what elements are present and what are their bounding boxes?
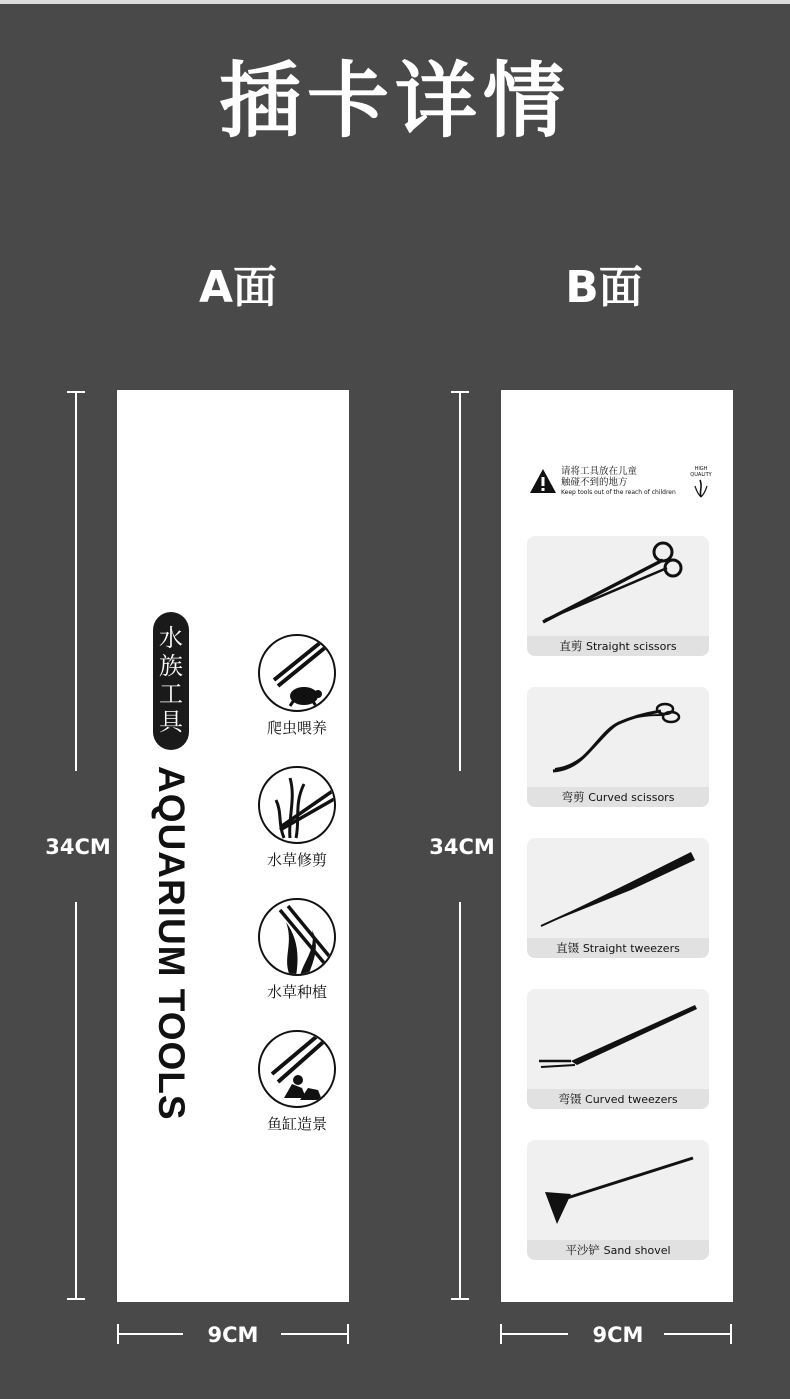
child-safety-warning [561,466,676,497]
warning-line: 触碰不到的地方 [561,477,628,488]
tool-name-en: Sand shovel [603,1244,671,1257]
sand-shovel-icon [527,1140,709,1240]
aquascaping-icon [258,1030,336,1108]
side-b-width-label: 9CM [592,1323,644,1347]
plant-planting-icon [258,898,336,976]
tool-label [527,636,709,656]
tool-curved-scissors [527,687,709,807]
aquarium-tools-title: AQUARIUM TOOLS [151,766,192,1121]
side-a-width-label: 9CM [207,1323,259,1347]
use-label: 水草种植 [266,983,327,1001]
tool-straight-tweezers [527,838,709,958]
use-label: 爬虫喂养 [266,719,327,737]
tool-straight-scissors [527,536,709,656]
side-b-height-label: 34CM [429,835,495,859]
quality-text: QUALITY [690,472,712,478]
warning-icon [529,468,557,494]
warning-line: 请将工具放在儿童 [561,466,638,477]
tool-name-cn: 直剪 [559,639,583,653]
use-plant-trimming [253,766,341,870]
badge-char: 具 [159,708,183,736]
tool-label [527,938,709,958]
tool-name-cn: 弯镊 [558,1092,582,1106]
side-b-title: B面 [565,262,643,313]
tool-name-en: Straight tweezers [582,942,680,955]
straight-tweezers-icon [527,838,709,938]
use-aquascaping [253,1030,341,1134]
reptile-feeding-icon [258,634,336,712]
use-label: 水草修剪 [266,851,327,869]
aquarium-tools-badge [153,612,189,750]
plant-trimming-icon [258,766,336,844]
tool-name-en: Curved tweezers [585,1093,678,1106]
plant-logo-icon [694,478,708,498]
use-reptile-feeding [253,634,341,738]
curved-tweezers-icon [527,989,709,1089]
high-quality-badge [687,466,715,502]
straight-scissors-icon [527,536,709,636]
tool-label [527,1089,709,1109]
tool-curved-tweezers [527,989,709,1109]
top-border [0,0,790,4]
tool-sand-shovel [527,1140,709,1260]
tool-name-cn: 弯剪 [561,790,585,804]
tool-name-cn: 平沙铲 [565,1243,600,1257]
page-title: 插卡详情 [218,54,571,149]
tool-name-en: Curved scissors [588,791,675,804]
badge-char: 族 [159,652,183,680]
tool-label [527,787,709,807]
side-a-title: A面 [198,262,278,313]
warning-line-en: Keep tools out of the reach of children [561,489,676,496]
tool-name-cn: 直镊 [556,941,580,955]
quality-text: HIGH [694,466,708,472]
use-label: 鱼缸造景 [266,1115,327,1133]
use-plant-planting [253,898,341,1002]
badge-char: 水 [159,624,183,652]
curved-scissors-icon [527,687,709,787]
card-side-a [117,390,349,1302]
card-side-b [501,390,733,1302]
badge-char: 工 [159,680,183,708]
side-a-height-label: 34CM [45,835,111,859]
tool-label [527,1240,709,1260]
tool-name-en: Straight scissors [585,640,677,653]
